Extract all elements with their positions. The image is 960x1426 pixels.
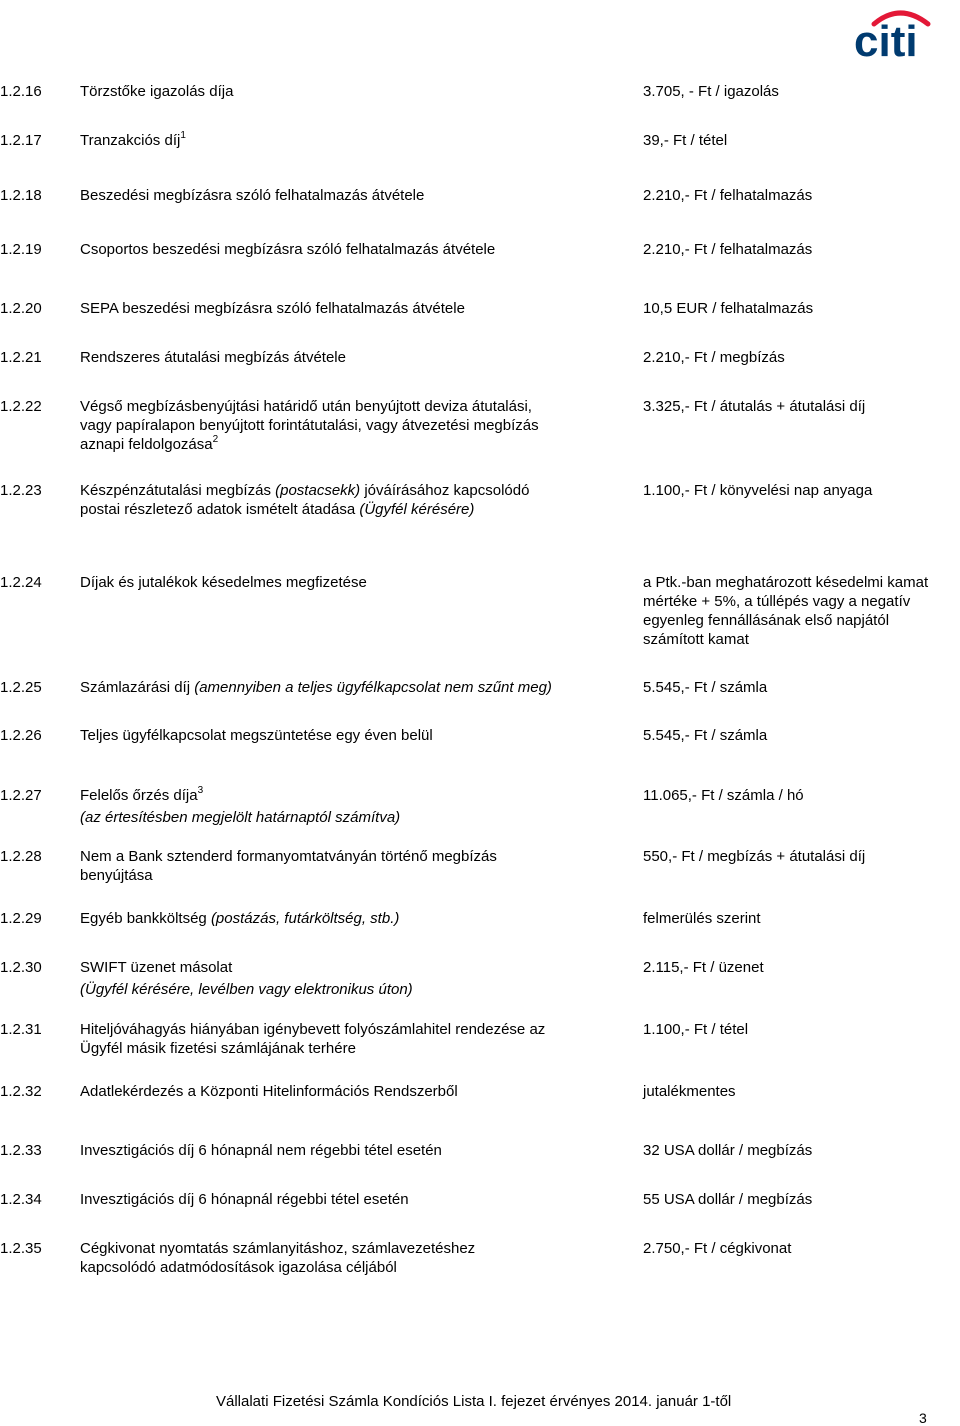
item-number: 1.2.17: [0, 132, 42, 149]
item-number: 1.2.28: [0, 848, 42, 865]
item-fee: 2.210,- Ft / felhatalmazás: [643, 241, 813, 258]
item-description: Invesztigációs díj 6 hónapnál nem régebbi tétel esetén: [80, 1142, 442, 1159]
item-fee: 2.750,- Ft / cégkivonat: [643, 1240, 792, 1257]
item-description: Egyéb bankköltség (postázás, futárköltség, stb.): [80, 910, 400, 927]
item-description: Tranzakciós díj$^1$: [80, 130, 186, 149]
item-description: Készpénzátutalási megbízás (postacsekk) jóváírásához kapcsolódó postai részletező adatok ismételt átadása (Ügyfél kérésére): [80, 482, 530, 518]
item-description: Nem a Bank sztenderd formanyomtatványán történő megbízás benyújtása: [80, 848, 497, 884]
page-number: 3: [919, 1410, 927, 1426]
item-number: 1.2.30: [0, 959, 42, 976]
item-number: 1.2.20: [0, 300, 42, 317]
item-number: 1.2.26: [0, 727, 42, 744]
item-number: 1.2.27: [0, 787, 42, 804]
item-number: 1.2.35: [0, 1240, 42, 1257]
item-fee: 32 USA dollár / megbízás: [643, 1142, 813, 1159]
page-footer: Vállalati Fizetési Számla Kondíciós Lista I. fejezet érvényes 2014. január 1-től: [216, 1393, 732, 1410]
item-number: 1.2.25: [0, 679, 42, 696]
item-fee: 1.100,- Ft / könyvelési nap anyaga: [643, 482, 873, 499]
item-fee: 2.210,- Ft / megbízás: [643, 349, 785, 366]
item-number: 1.2.24: [0, 574, 42, 591]
item-description: Felelős őrzés díja$^3$ (az értesítésben megjelölt határnaptól számítva): [80, 785, 401, 826]
item-fee: 2.210,- Ft / felhatalmazás: [643, 187, 813, 204]
item-fee: 55 USA dollár / megbízás: [643, 1191, 813, 1208]
item-description: Törzstőke igazolás díja: [80, 83, 234, 100]
footnote-ref: 1: [180, 130, 186, 141]
item-number: 1.2.23: [0, 482, 42, 499]
item-description: SWIFT üzenet másolat (Ügyfél kérésére, levélben vagy elektronikus úton): [80, 959, 413, 998]
item-fee: 5.545,- Ft / számla: [643, 679, 768, 696]
item-fee: 1.100,- Ft / tétel: [643, 1021, 749, 1038]
item-number: 1.2.22: [0, 398, 42, 415]
item-number: 1.2.33: [0, 1142, 42, 1159]
item-description: Rendszeres átutalási megbízás átvétele: [80, 349, 346, 366]
item-description: [80, 397, 620, 454]
item-fee: 10,5 EUR / felhatalmazás: [643, 300, 814, 317]
item-number: 1.2.18: [0, 187, 42, 204]
item-fee: 2.115,- Ft / üzenet: [643, 959, 764, 976]
item-description: Teljes ügyfélkapcsolat megszüntetése egy éven belül: [80, 727, 433, 744]
item-description: Díjak és jutalékok késedelmes megfizetése: [80, 574, 367, 591]
item-number: 1.2.21: [0, 349, 42, 366]
item-fee: felmerülés szerint: [643, 910, 761, 927]
item-description: Számlazárási díj (amennyiben a teljes ügyfélkapcsolat nem szűnt meg): [80, 679, 552, 696]
item-fee: 39,- Ft / tétel: [643, 132, 728, 149]
item-number: 1.2.31: [0, 1021, 42, 1038]
item-description: Cégkivonat nyomtatás számlanyitáshoz, számlavezetéshez kapcsolódó adatmódosítások igazolása céljából: [80, 1240, 476, 1276]
item-description: Beszedési megbízásra szóló felhatalmazás átvétele: [80, 187, 425, 204]
item-number: 1.2.19: [0, 241, 42, 258]
description-line: vagy papíralapon benyújtott forintátutalási, vagy átvezetési megbízás: [80, 417, 539, 434]
item-description: Invesztigációs díj 6 hónapnál régebbi tétel esetén: [80, 1191, 409, 1208]
footnote-ref: 2: [212, 434, 219, 445]
item-fee: jutalékmentes: [643, 1083, 736, 1100]
item-fee: a Ptk.-ban meghatározott késedelmi kamat mértéke + 5%, a túllépés vagy a negatív egyenleg fennállásának első napjától számított kamat: [643, 574, 929, 648]
item-description: SEPA beszedési megbízásra szóló felhatalmazás átvétele: [80, 300, 465, 317]
logo-text: citi: [854, 17, 918, 58]
item-number: 1.2.29: [0, 910, 42, 927]
item-description: Hiteljóváhagyás hiányában igénybevett folyószámlahitel rendezése az Ügyfél másik fizetési számlájának terhére: [80, 1021, 546, 1057]
citi-logo: [852, 6, 932, 58]
footnote-ref: 3: [197, 785, 204, 796]
item-fee: 11.065,- Ft / számla / hó: [643, 787, 804, 804]
item-description: Csoportos beszedési megbízásra szóló felhatalmazás átvétele: [80, 241, 496, 258]
item-fee: 5.545,- Ft / számla: [643, 727, 768, 744]
description-line: Végső megbízásbenyújtási határidő után benyújtott deviza átutalási,: [80, 398, 532, 415]
item-number: 1.2.32: [0, 1083, 42, 1100]
item-fee: 3.705, - Ft / igazolás: [643, 83, 779, 100]
item-number: 1.2.16: [0, 83, 42, 100]
item-description: Adatlekérdezés a Központi Hitelinformációs Rendszerből: [80, 1083, 458, 1100]
item-fee: 3.325,- Ft / átutalás + átutalási díj: [643, 398, 866, 415]
item-fee: 550,- Ft / megbízás + átutalási díj: [643, 848, 866, 865]
description-line: aznapi feldolgozása: [80, 436, 213, 453]
item-number: 1.2.34: [0, 1191, 42, 1208]
